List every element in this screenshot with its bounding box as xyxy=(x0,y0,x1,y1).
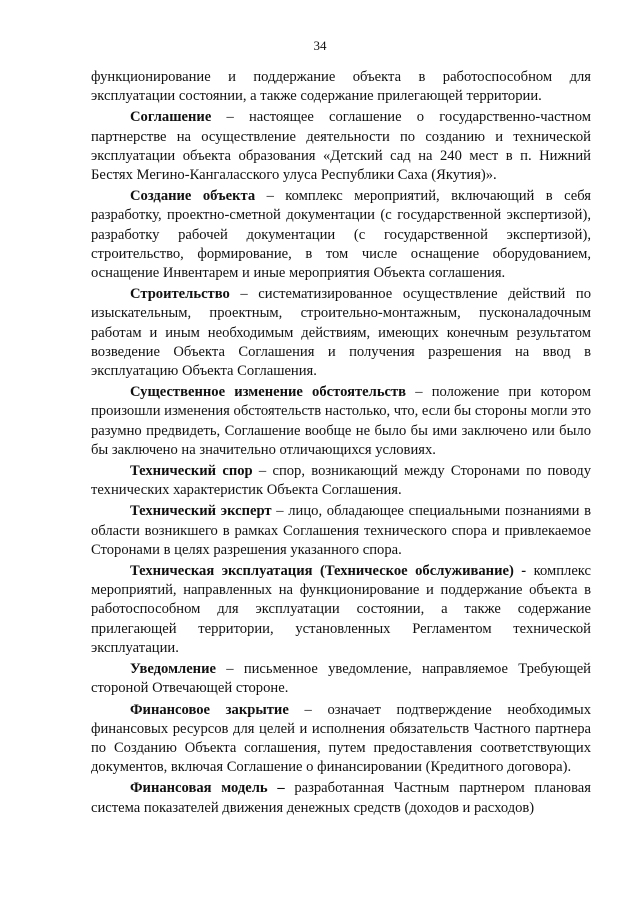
definition-term: Создание объекта xyxy=(130,188,256,205)
definition-text: – положение при котором произошли изменения обстоятельств настолько, что, если бы стороны могли это разумно предвидеть, Соглашение вообще не было бы ими заключено или было бы заключено на значительно отличающихся условиях. xyxy=(91,384,592,458)
definition-finansovaya-model xyxy=(91,779,591,817)
definition-text: – систематизированное осуществление действий по изыскательным, проектным, строительно-монтажным, пусконаладочным работам и иным необходимым действиям, имеющих конечным результатом возведение Объекта Соглашения и получения разрешения на ввод в эксплуатацию Объекта Соглашения. xyxy=(91,286,591,380)
definition-text: – комплекс мероприятий, включающий в себя разработку, проектно-сметной документации (с государственной экспертизой), разработку рабочей документации (с государственной экспертизой), строительство, формирование, в том числе оснащение оборудованием, оснащение Инвентарем и иные мероприятия Объекта соглашения. xyxy=(91,188,591,282)
definition-text: разработанная Частным партнером плановая система показателей движения денежных средств (доходов и расходов) xyxy=(91,780,591,816)
definition-stroitelstvo xyxy=(91,285,591,381)
definition-text: – означает подтверждение необходимых финансовых ресурсов для целей и исполнения обязательств Частного партнера по Созданию Объекта соглашения, путем предоставления соответствующих документов, включая Соглашение о финансировании (Кредитного договора). xyxy=(91,701,591,776)
definition-uvedomlenie xyxy=(91,660,591,698)
definition-tekhnicheskiy-ekspert xyxy=(91,502,591,560)
definition-sozdanie-obekta xyxy=(91,187,591,283)
page-number: 34 xyxy=(313,38,327,53)
definition-term: Соглашение xyxy=(130,109,212,126)
definition-term: Технический спор xyxy=(130,463,253,480)
definition-term: Финансовое закрытие xyxy=(130,701,289,718)
definition-text: – спор, возникающий между Сторонами по поводу технических характеристик Объекта Соглашения. xyxy=(91,463,592,499)
definition-soglashenie xyxy=(91,108,591,185)
definition-text: комплекс мероприятий, направленных на функционирование и поддержание объекта в работоспособном для эксплуатации состоянии, а также содержание прилегающей территории, установленных Регламентом технической эксплуатации. xyxy=(91,563,592,656)
definition-term: Техническая эксплуатация (Техническое обслуживание) - xyxy=(130,563,527,580)
definition-term: Уведомление xyxy=(130,661,216,678)
definition-sushchestvennoe-izmenenie xyxy=(91,383,591,460)
definition-term: Финансовая модель – xyxy=(130,780,285,797)
document-body xyxy=(91,68,591,818)
definition-finansovoe-zakrytie xyxy=(91,701,591,778)
paragraph-continuation xyxy=(91,68,591,106)
definition-term: Технический эксперт xyxy=(130,503,272,520)
definition-text: – письменное уведомление, направляемое Требующей стороной Отвечающей стороне. xyxy=(91,661,591,697)
definition-term: Строительство xyxy=(130,286,230,303)
paragraph-text: функционирование и поддержание объекта в работоспособном для эксплуатации состоянии, а также содержание прилегающей территории. xyxy=(91,69,591,105)
definition-text: – лицо, обладающее специальными познаниями в области возникшего в рамках Соглашения технического спора и привлекаемое Сторонами в целях разрешения указанного спора. xyxy=(91,503,591,558)
definition-tekhnicheskaya-ekspluatatsiya xyxy=(91,562,591,658)
definition-text: – настоящее соглашение о государственно-частном партнерстве на осуществление деятельности по созданию и технической эксплуатации объекта образования «Детский сад на 240 мест в п. Нижний Бестях Мегино-Кангаласского улуса Республики Саха (Якутия)». xyxy=(91,109,591,184)
definition-tekhnicheskiy-spor xyxy=(91,462,591,500)
definition-term: Существенное изменение обстоятельств xyxy=(130,384,407,401)
